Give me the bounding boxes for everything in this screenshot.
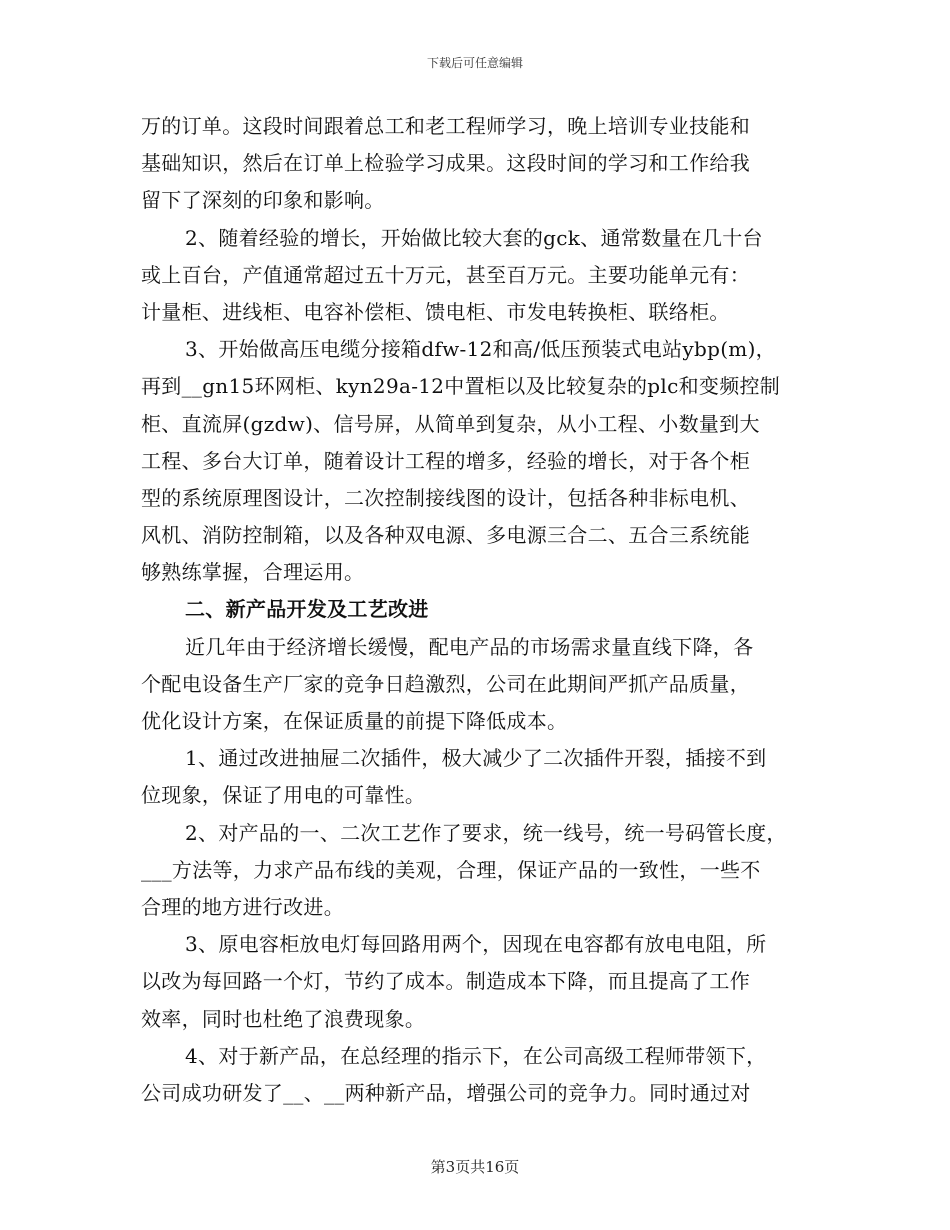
text-line: 近几年由于经济增长缓慢，配电产品的市场需求量直线下降，各: [185, 634, 754, 659]
text-line: 或上百台，产值通常超过五十万元，甚至百万元。主要功能单元有：: [141, 262, 750, 287]
page-header: 下载后可任意编辑: [426, 56, 523, 70]
text-line: 基础知识，然后在订单上检验学习成果。这段时间的学习和工作给我: [141, 151, 750, 176]
text-line: 3、原电容柜放电灯每回路用两个，因现在电容都有放电电阻，所: [185, 932, 767, 957]
text-line: 位现象，保证了用电的可靠性。: [141, 783, 426, 808]
text-line: 2、随着经验的增长，开始做比较大套的gck、通常数量在几十台: [185, 225, 763, 250]
text-line: 风机、消防控制箱，以及各种双电源、多电源三合二、五合三系统能: [141, 523, 750, 548]
page-footer: 第3页共16页: [430, 1158, 520, 1176]
text-line: 工程、多台大订单，随着设计工程的增多，经验的增长，对于各个柜: [141, 448, 750, 473]
text-line: 够熟练掌握，合理运用。: [141, 560, 365, 585]
document-body: [141, 108, 821, 1112]
text-line: 计量柜、进线柜、电容补偿柜、馈电柜、市发电转换柜、联络柜。: [141, 299, 730, 324]
text-line: 1、通过改进抽屉二次插件，极大减少了二次插件开裂，插接不到: [185, 746, 767, 771]
text-line: 优化设计方案，在保证质量的前提下降低成本。: [141, 709, 568, 733]
text-line: 柜、直流屏(gzdw)、信号屏，从简单到复杂，从小工程、小数量到大: [141, 411, 760, 436]
text-line: 再到__gn15环网柜、kyn29a-12中置柜以及比较复杂的plc和变频控制: [141, 374, 781, 399]
text-line: 型的系统原理图设计，二次控制接线图的设计，包括各种非标电机、: [141, 485, 750, 510]
text-line: 留下了深刻的印象和影响。: [141, 188, 385, 213]
text-line: 3、开始做高压电缆分接箱dfw-12和高/低压预装式电站ybp(m)，: [185, 337, 776, 362]
text-line: 2、对产品的一、二次工艺作了要求，统一线号，统一号码管长度，: [185, 820, 787, 845]
text-line: 万的订单。这段时间跟着总工和老工程师学习，晚上培训专业技能和: [141, 114, 750, 138]
text-line: ___方法等，力求产品布线的美观，合理，保证产品的一致性，一些不: [141, 857, 761, 882]
text-line: 公司成功研发了__、__两种新产品，增强公司的竞争力。同时通过对: [141, 1080, 751, 1105]
text-line: 个配电设备生产厂家的竞争日趋激烈，公司在此期间严抓产品质量，: [141, 671, 750, 696]
text-line: 以改为每回路一个灯，节约了成本。制造成本下降，而且提高了工作: [141, 969, 750, 994]
text-line: 合理的地方进行改进。: [141, 894, 344, 919]
text-line: 效率，同时也杜绝了浪费现象。: [141, 1006, 426, 1031]
section-heading: 二、新产品开发及工艺改进: [185, 597, 429, 622]
text-line: 4、对于新产品，在总经理的指示下，在公司高级工程师带领下，: [185, 1043, 767, 1068]
